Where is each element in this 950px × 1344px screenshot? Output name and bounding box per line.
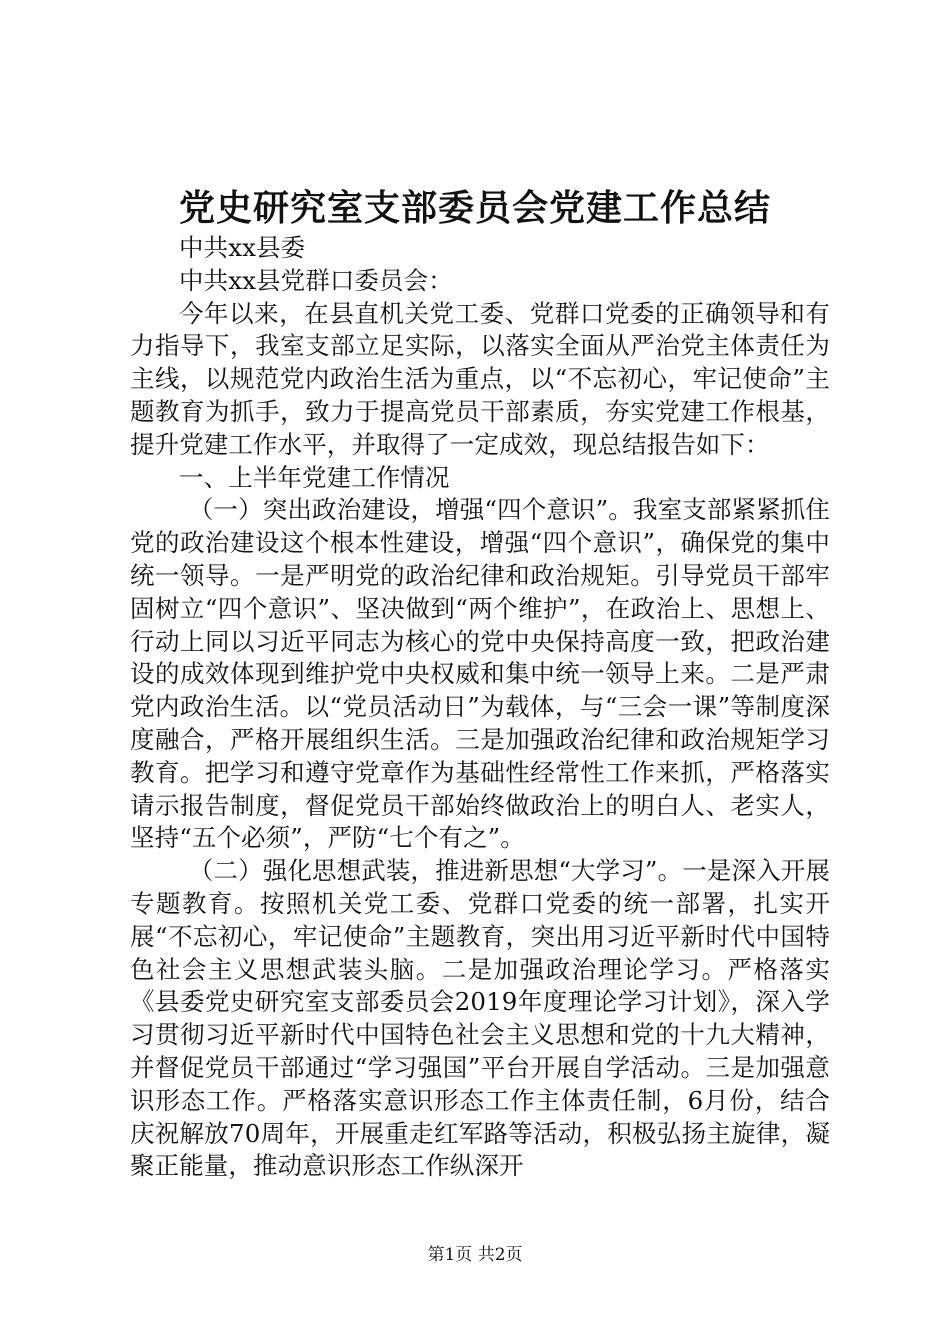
addressee-line-1: 中共xx县委 xyxy=(179,233,306,262)
section-heading: 一、上半年党建工作情况 xyxy=(179,462,450,492)
addressee-line-2: 中共xx县党群口委员会： xyxy=(179,265,453,295)
subsection-paragraph-1: （一）突出政治建设，增强“四个意识”。我室支部紧紧抓住党的政治建设这个根本性建设，增强“四个意识”，确保党的集中统一领导。一是严明党的政治纪律和政治规矩。引导党员干部牢固树立“四个意识”、坚决做到“两个维护”，在政治上、思想上、行动上同以习近平同志为核心的党中央保持高度一致，把政治建设的成效体现到维护党中央权威和集中统一领导上来。二是严肃党内政治生活。以“党员活动日”为载体，与“三会一课”等制度深度融合，严格开展组织生活。三是加强政治纪律和政治规矩学习教育。把学习和遵守党章作为基础性经常性工作来抓，严格落实请示报告制度，督促党员干部始终做政治上的明白人、老实人，坚持“五个必须”，严防“七个有之”。 xyxy=(130,495,830,853)
subsection-paragraph-2: （二）强化思想武装，推进新思想“大学习”。一是深入开展专题教育。按照机关党工委、党群口党委的统一部署，扎实开展“不忘初心，牢记使命”主题教育，突出用习近平新时代中国特色社会主义思想武装头脑。二是加强政治理论学习。严格落实《县委党史研究室支部委员会2019年度理论学习计划》，深入学习贯彻习近平新时代中国特色社会主义思想和党的十九大精神，并督促党员干部通过“学习强国”平台开展自学活动。三是加强意识形态工作。严格落实意识形态工作主体责任制，6月份，结合庆祝解放70周年，开展重走红军路等活动，积极弘扬主旋律，凝聚正能量，推动意识形态工作纵深开 xyxy=(130,856,830,1181)
document-title: 党史研究室支部委员会党建工作总结 xyxy=(178,187,771,229)
page-footer: 第1页 共2页 xyxy=(427,1245,523,1265)
document-body xyxy=(130,232,830,1183)
intro-paragraph: 今年以来，在县直机关党工委、党群口党委的正确领导和有力指导下，我室支部立足实际，以落实全面从严治党主体责任为主线，以规范党内政治生活为重点，以“不忘初心，牢记使命”主题教育为抓手，致力于提高党员干部素质，夯实党建工作根基，提升党建工作水平，并取得了一定成效，现总结报告如下： xyxy=(130,298,830,459)
